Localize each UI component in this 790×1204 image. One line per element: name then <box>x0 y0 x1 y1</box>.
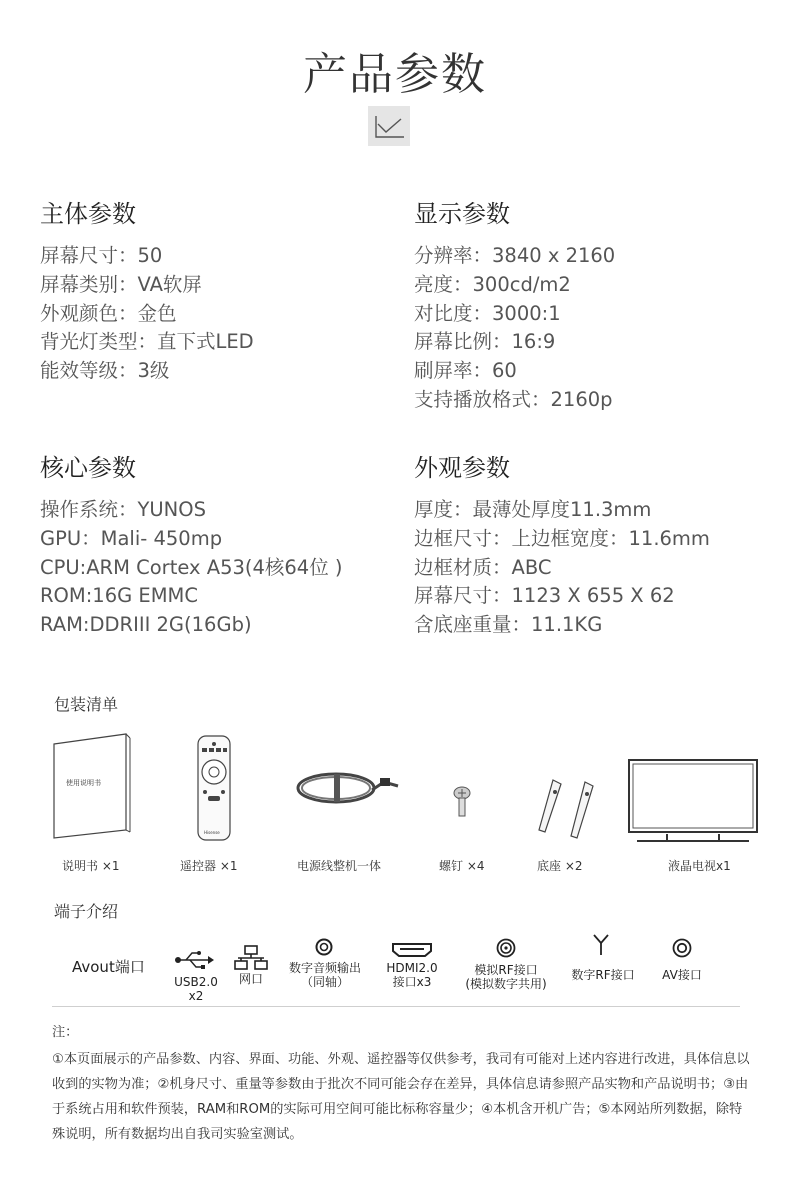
remote-image <box>194 734 234 844</box>
package-heading: 包装清单 <box>54 695 119 714</box>
spec-item: 屏幕比例：16:9 <box>414 330 556 354</box>
spec-item: 操作系统：YUNOS <box>40 498 206 521</box>
spec-item: 厚度：最薄处厚度11.3mm <box>414 498 652 521</box>
coaxial-port-label: 数字音频输出 （同轴） <box>288 961 361 989</box>
main-params-list <box>40 242 254 386</box>
package-item-label: 电源线整机一体 <box>297 859 382 873</box>
av-port-icon <box>672 938 692 958</box>
spec-item: GPU：Mali- 450mp <box>40 526 223 550</box>
display-params-list <box>414 242 615 415</box>
display-params-heading: 显示参数 <box>414 200 510 228</box>
ports-heading: 端子介绍 <box>54 902 119 921</box>
notes-block <box>52 1020 752 1147</box>
main-params-heading: 主体参数 <box>40 200 136 228</box>
coaxial-port-icon <box>315 938 333 956</box>
package-item-label: 液晶电视x1 <box>668 859 731 873</box>
tv-image <box>627 758 759 844</box>
spec-item: 屏幕尺寸：50 <box>40 244 163 267</box>
rf-analog-port-icon <box>496 938 516 958</box>
spec-item: 刷屏率：60 <box>414 359 517 383</box>
notes-text: ①本页面展示的产品参数、内容、界面、功能、外观、遥控器等仅供参考，我司有可能对上述内容进行改进，具体信息以收到的实物为准；②机身尺寸、重量等参数由于批次不同可能会存在差异，具体信息请参照产品实物和产品说明书；③由于系统占用和软件预装，RAM和ROM的实际可用空间可能比标称容量少；④本机含开机广告；⑤本网站所列数据，除特殊说明，所有数据均出自我司实验室测试。 <box>52 1052 750 1142</box>
lan-icon <box>234 945 268 971</box>
spec-item: 对比度：3000:1 <box>414 301 561 325</box>
rf-analog-port-label: 模拟RF接口 (模拟数字共用) <box>465 963 547 991</box>
spec-item: ROM:16G EMMC <box>40 584 198 608</box>
package-item-label: 遥控器 ×1 <box>180 859 238 873</box>
spec-item: 边框尺寸：上边框宽度：11.6mm <box>414 526 710 550</box>
manual-image <box>52 732 132 842</box>
hdmi-port-icon <box>392 942 432 956</box>
usb-icon <box>174 950 214 970</box>
appearance-params-heading: 外观参数 <box>414 454 510 482</box>
core-params-heading: 核心参数 <box>40 454 136 482</box>
lan-label: 网口 <box>238 972 263 986</box>
spec-item: CPU:ARM Cortex A53(4核64位 ) <box>40 555 343 579</box>
core-params-list <box>40 496 343 640</box>
antenna-icon <box>591 934 611 956</box>
package-item-label: 螺钉 ×4 <box>439 859 485 873</box>
line-chart-icon <box>368 106 410 146</box>
avout-port-label: Avout端口 <box>72 958 145 976</box>
screw-image <box>452 786 472 820</box>
rf-digital-port-label: 数字RF接口 <box>571 968 635 982</box>
page-title: 产品参数 <box>303 49 487 100</box>
notes-label: 注： <box>52 1025 79 1040</box>
power-cable-image <box>294 768 404 808</box>
appearance-params-list <box>414 496 710 640</box>
spec-item: RAM:DDRIII 2G(16Gb) <box>40 613 252 637</box>
remote-brand-text: Hisense <box>204 830 220 835</box>
spec-item: 背光灯类型：直下式LED <box>40 330 254 354</box>
stand-image <box>535 774 601 844</box>
spec-item: 能效等级：3级 <box>40 359 170 383</box>
spec-item: 外观颜色：金色 <box>40 301 177 325</box>
spec-item: 屏幕尺寸：1123 X 655 X 62 <box>414 584 675 608</box>
divider <box>52 1006 740 1007</box>
manual-cover-text: 使用说明书 <box>66 779 101 787</box>
spec-item: 含底座重量：11.1KG <box>414 613 603 637</box>
spec-item: 边框材质：ABC <box>414 555 552 579</box>
hdmi-port-label: HDMI2.0 接口x3 <box>386 961 438 989</box>
usb-label: USB2.0 x2 <box>174 975 218 1003</box>
spec-item: 屏幕类别：VA软屏 <box>40 272 202 296</box>
spec-item: 亮度：300cd/m2 <box>414 272 571 296</box>
package-item-label: 说明书 ×1 <box>62 859 120 873</box>
package-item-label: 底座 ×2 <box>537 859 583 873</box>
av-port-label: AV接口 <box>662 968 702 982</box>
spec-item: 分辨率：3840 x 2160 <box>414 244 616 267</box>
spec-item: 支持播放格式：2160p <box>414 387 613 411</box>
